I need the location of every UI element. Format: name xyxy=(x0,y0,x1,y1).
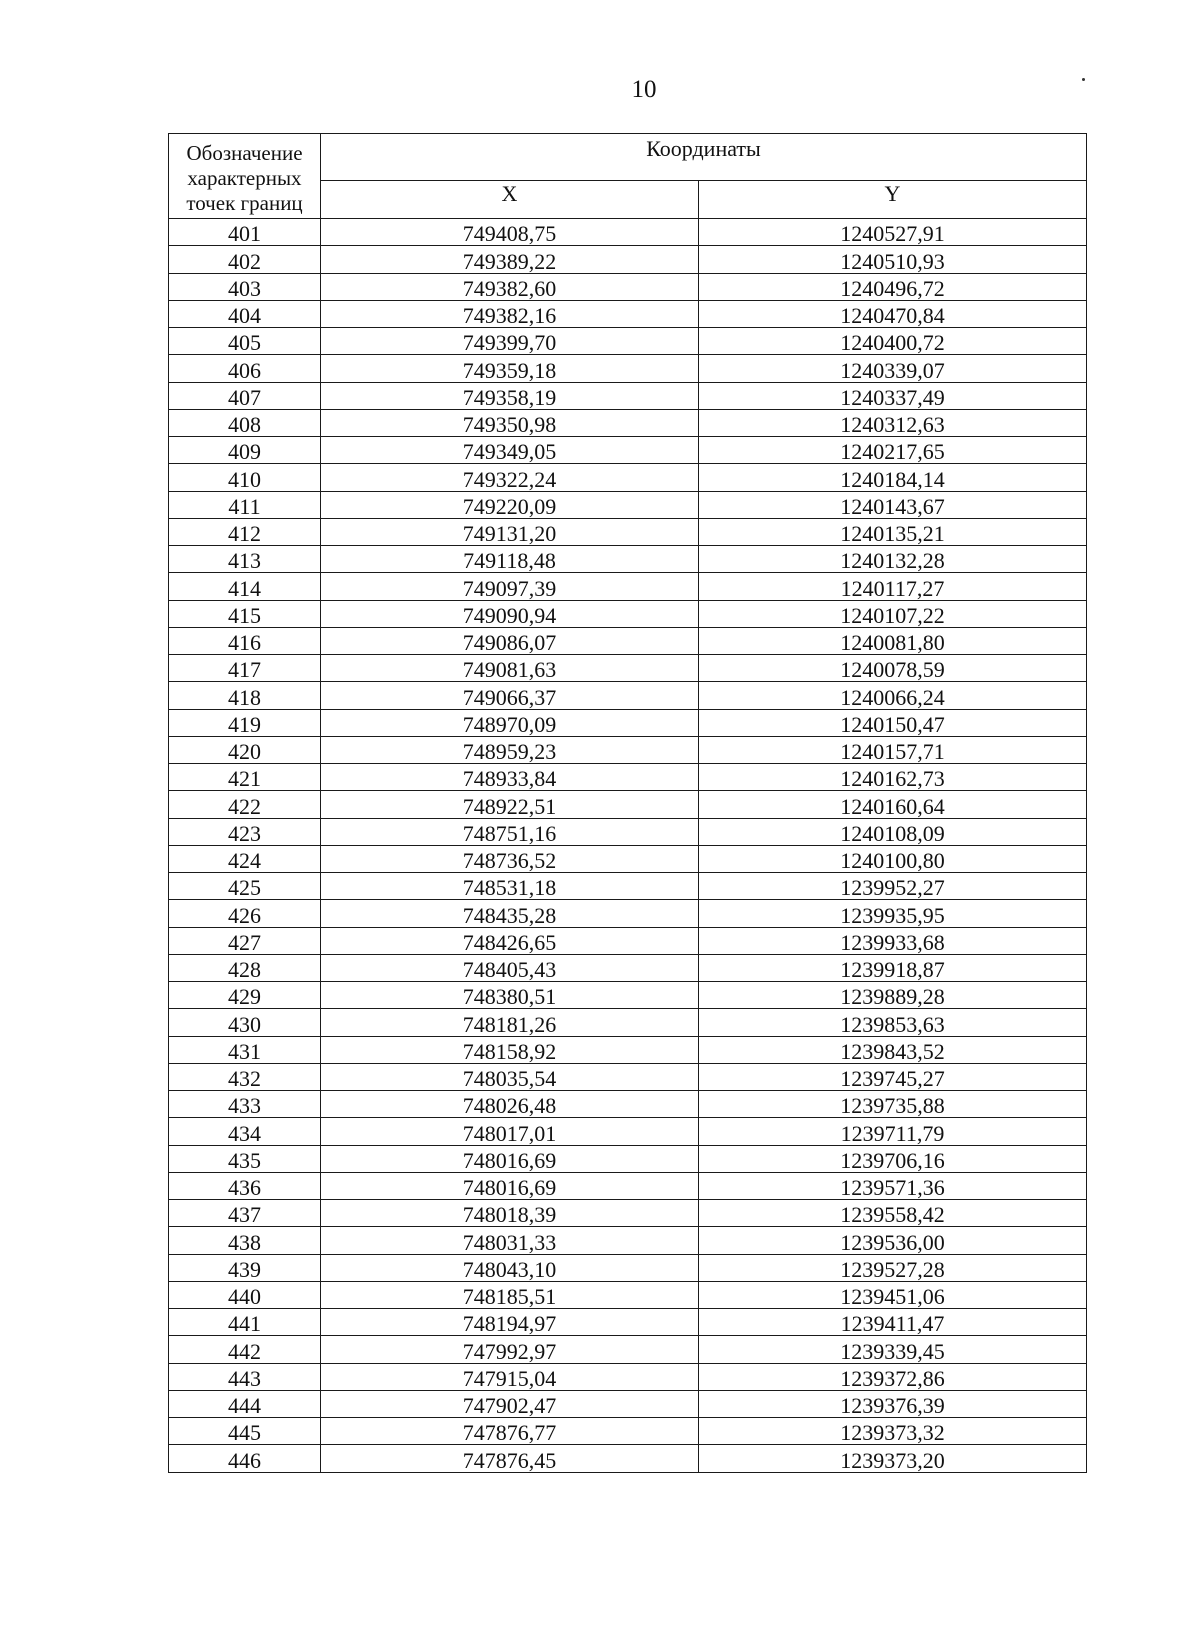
cell-y: 1239558,42 xyxy=(699,1200,1087,1227)
cell-point: 424 xyxy=(169,845,321,872)
cell-x: 749097,39 xyxy=(321,573,699,600)
cell-x: 748922,51 xyxy=(321,791,699,818)
cell-y: 1240150,47 xyxy=(699,709,1087,736)
table-row xyxy=(169,845,1087,872)
cell-y: 1239745,27 xyxy=(699,1063,1087,1090)
cell-point: 417 xyxy=(169,655,321,682)
scan-speck xyxy=(1082,78,1085,81)
cell-y: 1239527,28 xyxy=(699,1254,1087,1281)
cell-point: 439 xyxy=(169,1254,321,1281)
table-row xyxy=(169,736,1087,763)
cell-x: 748181,26 xyxy=(321,1009,699,1036)
cell-y: 1240078,59 xyxy=(699,655,1087,682)
cell-x: 749382,16 xyxy=(321,300,699,327)
cell-y: 1239373,20 xyxy=(699,1445,1087,1472)
cell-point: 420 xyxy=(169,736,321,763)
table-row xyxy=(169,1445,1087,1472)
table-row xyxy=(169,764,1087,791)
table-row xyxy=(169,682,1087,709)
cell-y: 1240081,80 xyxy=(699,627,1087,654)
cell-y: 1239372,86 xyxy=(699,1363,1087,1390)
cell-point: 418 xyxy=(169,682,321,709)
table-row xyxy=(169,1309,1087,1336)
cell-y: 1239952,27 xyxy=(699,873,1087,900)
cell-point: 415 xyxy=(169,600,321,627)
cell-x: 748035,54 xyxy=(321,1063,699,1090)
cell-point: 432 xyxy=(169,1063,321,1090)
cell-point: 411 xyxy=(169,491,321,518)
cell-y: 1240066,24 xyxy=(699,682,1087,709)
cell-y: 1240117,27 xyxy=(699,573,1087,600)
cell-x: 749358,19 xyxy=(321,382,699,409)
cell-point: 421 xyxy=(169,764,321,791)
cell-y: 1240132,28 xyxy=(699,546,1087,573)
cell-y: 1239843,52 xyxy=(699,1036,1087,1063)
cell-x: 749349,05 xyxy=(321,437,699,464)
cell-x: 748531,18 xyxy=(321,873,699,900)
cell-y: 1240162,73 xyxy=(699,764,1087,791)
table-row xyxy=(169,873,1087,900)
cell-x: 749131,20 xyxy=(321,518,699,545)
cell-y: 1240496,72 xyxy=(699,273,1087,300)
coordinates-table xyxy=(168,133,1087,1473)
cell-y: 1239339,45 xyxy=(699,1336,1087,1363)
cell-x: 749086,07 xyxy=(321,627,699,654)
cell-point: 435 xyxy=(169,1145,321,1172)
cell-point: 430 xyxy=(169,1009,321,1036)
cell-x: 748380,51 xyxy=(321,982,699,1009)
table-row xyxy=(169,546,1087,573)
cell-point: 414 xyxy=(169,573,321,600)
table-row xyxy=(169,437,1087,464)
cell-x: 747992,97 xyxy=(321,1336,699,1363)
table-row xyxy=(169,655,1087,682)
table-row xyxy=(169,1418,1087,1445)
table-row xyxy=(169,1118,1087,1145)
cell-x: 748751,16 xyxy=(321,818,699,845)
cell-x: 747915,04 xyxy=(321,1363,699,1390)
cell-y: 1239373,32 xyxy=(699,1418,1087,1445)
cell-point: 407 xyxy=(169,382,321,409)
table-row xyxy=(169,1227,1087,1254)
cell-point: 446 xyxy=(169,1445,321,1472)
table-row xyxy=(169,1336,1087,1363)
cell-point: 425 xyxy=(169,873,321,900)
cell-x: 748435,28 xyxy=(321,900,699,927)
cell-point: 413 xyxy=(169,546,321,573)
cell-point: 423 xyxy=(169,818,321,845)
table-row xyxy=(169,900,1087,927)
cell-point: 403 xyxy=(169,273,321,300)
cell-y: 1239933,68 xyxy=(699,927,1087,954)
header-coordinates: Координаты xyxy=(321,134,1087,181)
table-row xyxy=(169,1281,1087,1308)
cell-point: 412 xyxy=(169,518,321,545)
table-row xyxy=(169,219,1087,246)
cell-point: 434 xyxy=(169,1118,321,1145)
cell-point: 443 xyxy=(169,1363,321,1390)
page-number: 10 xyxy=(631,76,657,103)
cell-x: 748043,10 xyxy=(321,1254,699,1281)
cell-x: 748736,52 xyxy=(321,845,699,872)
table-body xyxy=(169,219,1087,1473)
cell-x: 748426,65 xyxy=(321,927,699,954)
cell-point: 444 xyxy=(169,1390,321,1417)
cell-point: 408 xyxy=(169,409,321,436)
cell-y: 1239935,95 xyxy=(699,900,1087,927)
table-row xyxy=(169,491,1087,518)
cell-y: 1240339,07 xyxy=(699,355,1087,382)
cell-y: 1240527,91 xyxy=(699,219,1087,246)
cell-x: 748405,43 xyxy=(321,954,699,981)
cell-y: 1240510,93 xyxy=(699,246,1087,273)
table-row xyxy=(169,464,1087,491)
cell-y: 1240470,84 xyxy=(699,300,1087,327)
cell-y: 1240100,80 xyxy=(699,845,1087,872)
cell-point: 431 xyxy=(169,1036,321,1063)
cell-y: 1240400,72 xyxy=(699,328,1087,355)
table-row xyxy=(169,573,1087,600)
cell-y: 1240337,49 xyxy=(699,382,1087,409)
table-row xyxy=(169,791,1087,818)
cell-x: 748970,09 xyxy=(321,709,699,736)
cell-y: 1239411,47 xyxy=(699,1309,1087,1336)
cell-point: 429 xyxy=(169,982,321,1009)
table-row xyxy=(169,627,1087,654)
cell-point: 433 xyxy=(169,1091,321,1118)
cell-point: 428 xyxy=(169,954,321,981)
table-row xyxy=(169,273,1087,300)
cell-x: 748017,01 xyxy=(321,1118,699,1145)
cell-x: 748016,69 xyxy=(321,1145,699,1172)
cell-y: 1240217,65 xyxy=(699,437,1087,464)
cell-y: 1240107,22 xyxy=(699,600,1087,627)
table-row xyxy=(169,982,1087,1009)
cell-y: 1240108,09 xyxy=(699,818,1087,845)
cell-x: 748016,69 xyxy=(321,1172,699,1199)
header-point-designation: Обозначение характерных точек границ xyxy=(169,134,321,219)
table-row xyxy=(169,818,1087,845)
cell-y: 1239918,87 xyxy=(699,954,1087,981)
cell-y: 1240143,67 xyxy=(699,491,1087,518)
cell-x: 748158,92 xyxy=(321,1036,699,1063)
header-x: X xyxy=(321,180,699,218)
table-row xyxy=(169,1091,1087,1118)
cell-x: 749118,48 xyxy=(321,546,699,573)
cell-x: 749220,09 xyxy=(321,491,699,518)
table-row xyxy=(169,600,1087,627)
cell-x: 749359,18 xyxy=(321,355,699,382)
table-row xyxy=(169,355,1087,382)
cell-point: 427 xyxy=(169,927,321,954)
table-row xyxy=(169,382,1087,409)
table-row xyxy=(169,1063,1087,1090)
cell-x: 748031,33 xyxy=(321,1227,699,1254)
cell-x: 748933,84 xyxy=(321,764,699,791)
cell-x: 748194,97 xyxy=(321,1309,699,1336)
cell-y: 1239711,79 xyxy=(699,1118,1087,1145)
cell-point: 422 xyxy=(169,791,321,818)
cell-y: 1240184,14 xyxy=(699,464,1087,491)
table-row xyxy=(169,409,1087,436)
cell-x: 749399,70 xyxy=(321,328,699,355)
header-row-top xyxy=(169,134,1087,181)
cell-point: 409 xyxy=(169,437,321,464)
cell-x: 748026,48 xyxy=(321,1091,699,1118)
cell-y: 1240157,71 xyxy=(699,736,1087,763)
cell-y: 1239376,39 xyxy=(699,1390,1087,1417)
cell-x: 749090,94 xyxy=(321,600,699,627)
cell-point: 441 xyxy=(169,1309,321,1336)
cell-point: 401 xyxy=(169,219,321,246)
table-row xyxy=(169,1254,1087,1281)
cell-y: 1239735,88 xyxy=(699,1091,1087,1118)
cell-y: 1240312,63 xyxy=(699,409,1087,436)
cell-point: 442 xyxy=(169,1336,321,1363)
header-y: Y xyxy=(699,180,1087,218)
cell-point: 438 xyxy=(169,1227,321,1254)
cell-y: 1239451,06 xyxy=(699,1281,1087,1308)
cell-x: 749066,37 xyxy=(321,682,699,709)
cell-point: 410 xyxy=(169,464,321,491)
table-row xyxy=(169,1036,1087,1063)
table-row xyxy=(169,1145,1087,1172)
cell-x: 748959,23 xyxy=(321,736,699,763)
cell-x: 749408,75 xyxy=(321,219,699,246)
table-row xyxy=(169,954,1087,981)
cell-y: 1239889,28 xyxy=(699,982,1087,1009)
cell-x: 749350,98 xyxy=(321,409,699,436)
cell-x: 748185,51 xyxy=(321,1281,699,1308)
cell-point: 402 xyxy=(169,246,321,273)
cell-y: 1239853,63 xyxy=(699,1009,1087,1036)
table-row xyxy=(169,300,1087,327)
cell-y: 1239706,16 xyxy=(699,1145,1087,1172)
cell-y: 1239571,36 xyxy=(699,1172,1087,1199)
cell-x: 747876,77 xyxy=(321,1418,699,1445)
cell-x: 749081,63 xyxy=(321,655,699,682)
table-row xyxy=(169,927,1087,954)
table-row xyxy=(169,328,1087,355)
table-row xyxy=(169,1172,1087,1199)
cell-x: 749389,22 xyxy=(321,246,699,273)
table-row xyxy=(169,1009,1087,1036)
cell-point: 406 xyxy=(169,355,321,382)
cell-point: 436 xyxy=(169,1172,321,1199)
cell-y: 1240160,64 xyxy=(699,791,1087,818)
cell-point: 437 xyxy=(169,1200,321,1227)
table-row xyxy=(169,518,1087,545)
cell-x: 747876,45 xyxy=(321,1445,699,1472)
cell-x: 748018,39 xyxy=(321,1200,699,1227)
cell-point: 419 xyxy=(169,709,321,736)
cell-y: 1239536,00 xyxy=(699,1227,1087,1254)
table-row xyxy=(169,1390,1087,1417)
cell-y: 1240135,21 xyxy=(699,518,1087,545)
cell-x: 749382,60 xyxy=(321,273,699,300)
cell-point: 404 xyxy=(169,300,321,327)
cell-point: 405 xyxy=(169,328,321,355)
cell-point: 445 xyxy=(169,1418,321,1445)
table-row xyxy=(169,709,1087,736)
table-row xyxy=(169,1200,1087,1227)
cell-point: 426 xyxy=(169,900,321,927)
cell-x: 749322,24 xyxy=(321,464,699,491)
cell-x: 747902,47 xyxy=(321,1390,699,1417)
table-row xyxy=(169,1363,1087,1390)
cell-point: 416 xyxy=(169,627,321,654)
cell-point: 440 xyxy=(169,1281,321,1308)
table-row xyxy=(169,246,1087,273)
